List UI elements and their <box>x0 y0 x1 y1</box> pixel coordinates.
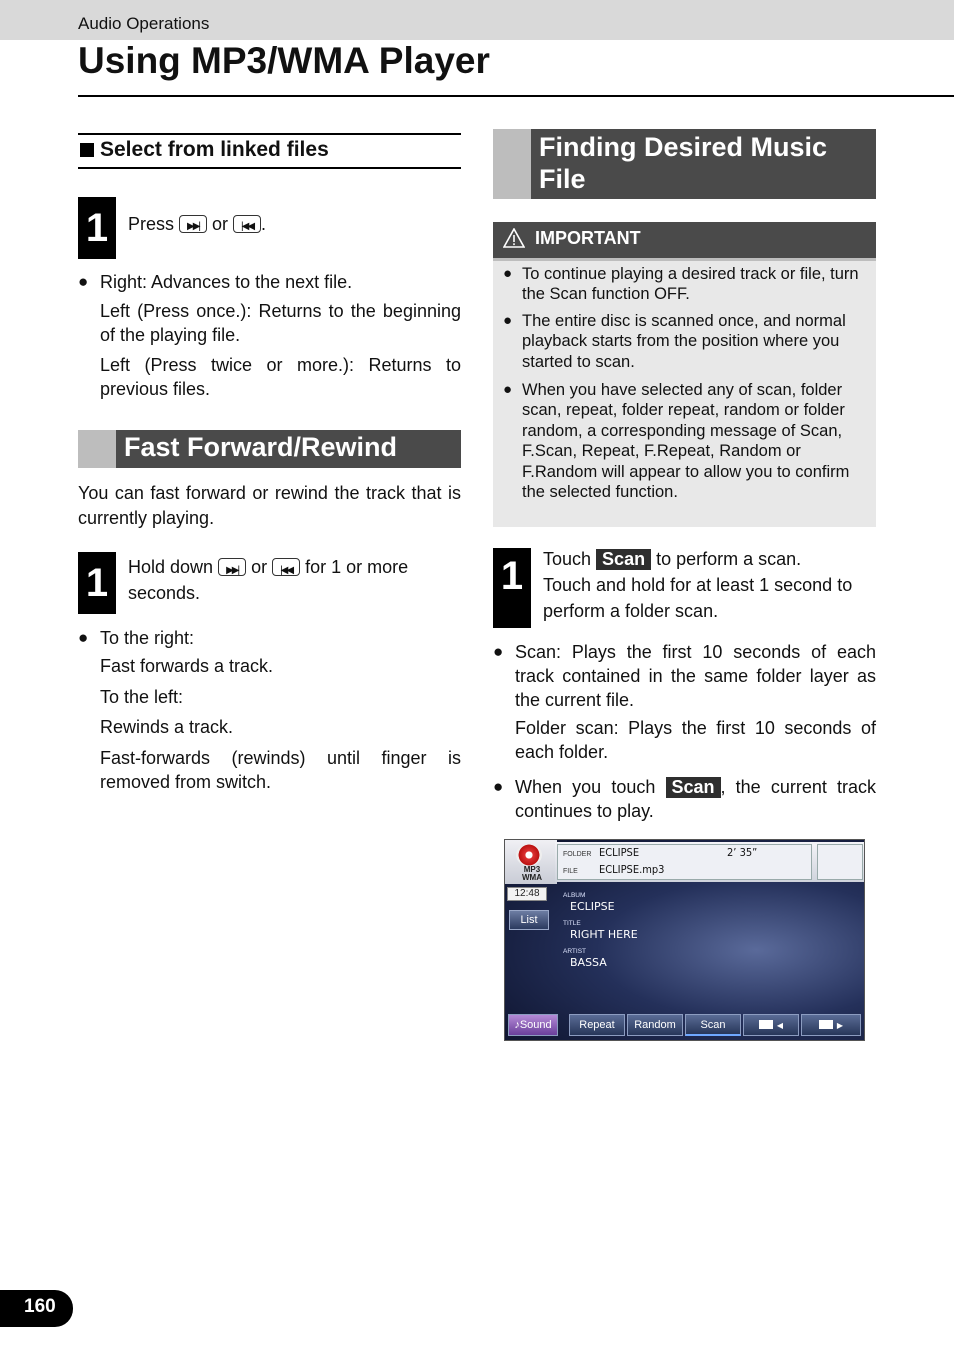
ff-line: Rewinds a track. <box>100 717 234 737</box>
folder-next-button[interactable] <box>801 1014 861 1036</box>
disc-icon <box>516 844 542 866</box>
heading-accent <box>78 430 116 468</box>
album-value: ECLIPSE <box>570 900 615 913</box>
next-track-key-icon: ▶▶| <box>218 558 246 576</box>
finding-heading <box>493 129 876 199</box>
info-frame-right <box>817 844 863 880</box>
folder-scan-text: Folder scan: Plays the first 10 seconds of each folder. <box>515 718 876 762</box>
important-item <box>493 264 876 306</box>
bullet-text: Right: Advances to the next file. <box>100 272 353 292</box>
folder-prev-arrow: ◀ <box>776 1021 784 1030</box>
step-number: 1 <box>493 548 531 628</box>
important-label: IMPORTANT <box>535 228 641 248</box>
or-label: or <box>207 214 234 234</box>
select-subheading <box>78 133 461 169</box>
sound-button[interactable]: ♪Sound <box>508 1014 558 1036</box>
touch-scan-bullet <box>493 775 876 825</box>
left-once-text: Left (Press once.): Returns to the beginning of the playing file. <box>100 301 461 345</box>
folder-next-arrow: ▶ <box>836 1021 844 1030</box>
bullet-dot-icon: ● <box>503 381 513 398</box>
ff-line: Fast forwards a track. <box>100 656 274 676</box>
title-value: RIGHT HERE <box>570 928 638 941</box>
page-number-badge <box>0 1290 73 1327</box>
step-number: 1 <box>78 552 116 614</box>
touch-label: Touch <box>543 549 597 569</box>
select-heading-text: Select from linked files <box>100 138 329 161</box>
period: . <box>261 214 267 234</box>
bullet-dot-icon: ● <box>493 642 504 661</box>
touch-before: When you touch <box>515 777 666 797</box>
artist-label: ARTIST <box>563 948 586 955</box>
mode-label: MP3 WMA <box>522 865 542 882</box>
prev-track-key-icon: |◀◀ <box>233 215 261 233</box>
page-title: Using MP3/WMA Player <box>78 40 490 81</box>
file-value: ECLIPSE.mp3 <box>599 863 665 876</box>
left-twice-text: Left (Press twice or more.): Returns to previous files. <box>100 355 461 399</box>
section-label: Audio Operations <box>78 14 210 33</box>
important-item <box>493 311 876 373</box>
bullet-dot-icon: ● <box>503 265 513 282</box>
step-touch-text <box>543 546 876 624</box>
finding-heading-text: Finding Desired Music File <box>539 132 828 194</box>
important-item <box>493 380 876 525</box>
file-label: FILE <box>563 868 578 875</box>
important-item-text: To continue playing a desired track or file, turn the Scan function OFF. <box>522 265 859 304</box>
square-bullet-icon <box>80 143 94 157</box>
ff-line: To the left: <box>100 687 184 707</box>
clock: 12:48 <box>507 887 547 901</box>
bullet-text: To the right: <box>100 628 195 648</box>
title-label: TITLE <box>563 920 581 927</box>
important-body <box>493 258 876 527</box>
bullet-text <box>515 775 876 823</box>
ff-intro: You can fast forward or rewind the track that is currently playing. <box>78 483 461 528</box>
bullet-text: Scan: Plays the first 10 seconds of each track contained in the same folder layer as the current file. <box>515 642 876 710</box>
scan-button[interactable]: Scan <box>596 549 651 570</box>
ff-bullet <box>78 626 461 650</box>
touch-line3: perform a folder scan. <box>543 601 719 621</box>
folder-icon <box>819 1020 833 1029</box>
folder-icon <box>759 1020 773 1029</box>
step-hold-text <box>128 554 461 606</box>
title-rule <box>78 95 954 97</box>
touch-after: to perform a scan. <box>651 549 802 569</box>
time-value: 2’ 35” <box>727 846 758 859</box>
page-number: 160 <box>24 1296 56 1317</box>
important-item-text: When you have selected any of scan, folder scan, repeat, folder repeat, random or folder random, a corresponding message of Scan, F.Scan, Repeat, F.Repeat, Random or F.Random will appear to allow you to confirm the selected function. <box>522 381 850 502</box>
hold-line2: seconds. <box>128 583 201 603</box>
info-header <box>555 842 865 882</box>
scan-screen-button[interactable]: Scan <box>685 1014 741 1036</box>
bullet-dot-icon: ● <box>78 272 89 291</box>
important-item-text: The entire disc is scanned once, and normal playback starts from the position where you started to scan. <box>522 312 846 371</box>
bullet-dot-icon: ● <box>493 777 504 796</box>
folder-prev-button[interactable] <box>743 1014 799 1036</box>
random-button[interactable]: Random <box>627 1014 683 1036</box>
bullet-dot-icon: ● <box>503 312 513 329</box>
hold-label: Hold down <box>128 557 219 577</box>
prev-track-key-icon: |◀◀ <box>272 558 300 576</box>
album-label: ALBUM <box>563 892 586 899</box>
select-bullet <box>78 270 461 294</box>
touch-line2: Touch and hold for at least 1 second to <box>543 575 853 595</box>
ff-heading <box>78 430 461 468</box>
step-press-text <box>128 212 266 236</box>
ff-line: Fast-forwards (rewinds) until finger is removed from switch. <box>100 748 461 792</box>
info-frame <box>557 844 812 880</box>
folder-value: ECLIPSE <box>599 846 640 859</box>
bullet-dot-icon: ● <box>78 628 89 647</box>
or-label: or <box>246 557 273 577</box>
important-header <box>493 222 876 258</box>
touch-after: , the current track continues to play. <box>515 777 876 821</box>
ff-heading-text: Fast Forward/Rewind <box>124 432 398 462</box>
player-screen <box>504 839 865 1041</box>
repeat-button[interactable]: Repeat <box>569 1014 625 1036</box>
press-label: Press <box>128 214 180 234</box>
warning-icon <box>503 228 525 248</box>
list-button[interactable]: List <box>509 910 549 930</box>
hold-after: for 1 or more <box>300 557 409 577</box>
step-number: 1 <box>78 197 116 259</box>
folder-label: FOLDER <box>563 851 592 858</box>
scan-button[interactable]: Scan <box>666 777 721 798</box>
next-track-key-icon: ▶▶| <box>179 215 207 233</box>
artist-value: BASSA <box>570 956 607 969</box>
scan-bullet <box>493 640 876 714</box>
heading-accent <box>493 129 531 199</box>
